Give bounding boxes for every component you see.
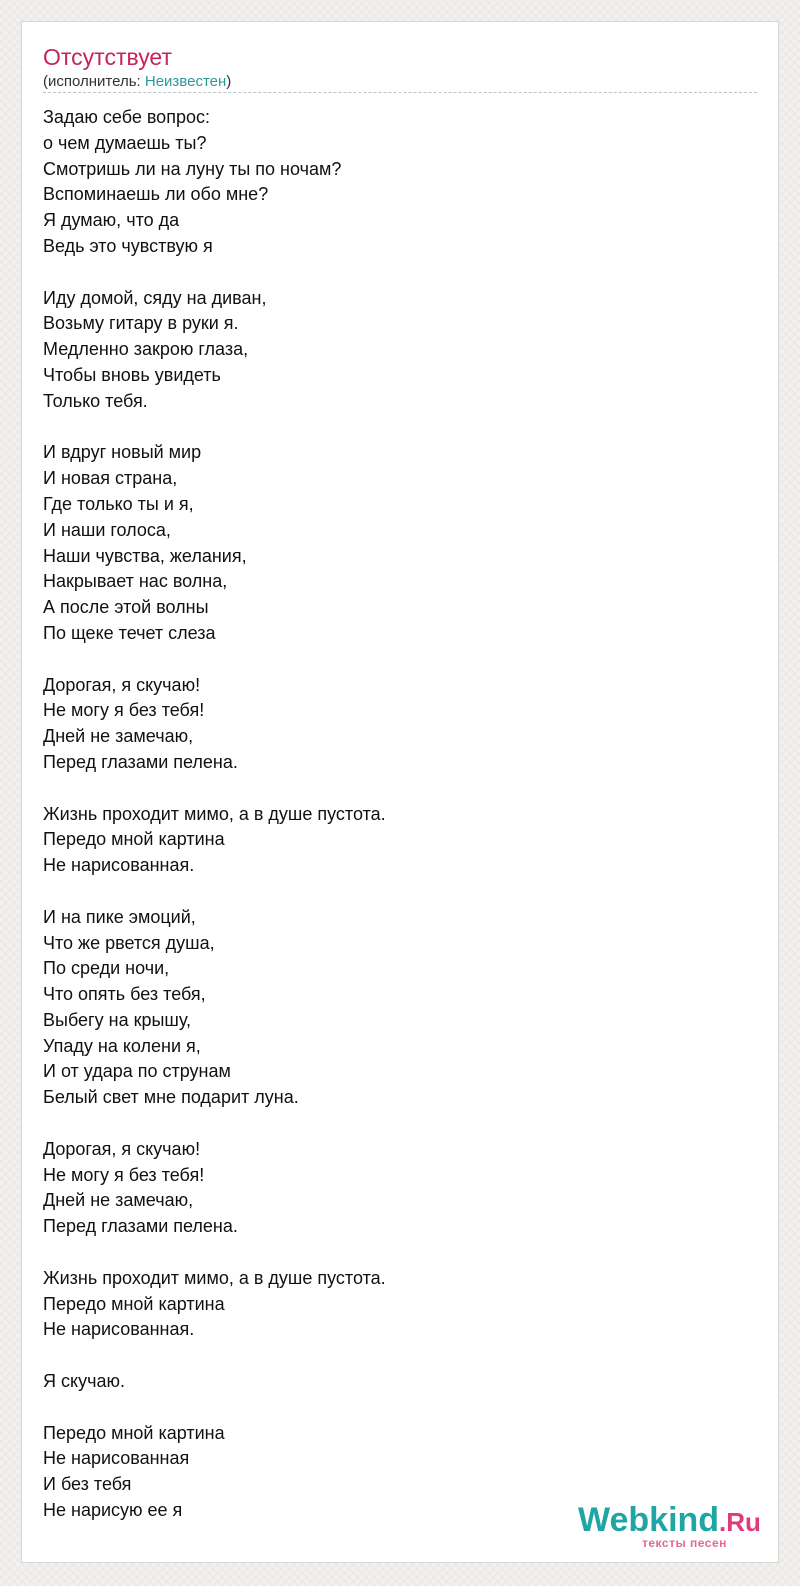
logo-tagline: тексты песен [642,1536,727,1550]
lyric-line: И вдруг новый мир [43,442,202,463]
lyric-line: Я думаю, что да [43,210,180,231]
webkind-logo[interactable] [578,1500,778,1560]
lyric-line [43,1343,743,1369]
lyric-line: Где только ты и я, [43,493,194,514]
lyric-line: Перед глазами пелена. [43,1216,238,1237]
lyric-line: Передо мной картина [43,829,225,850]
lyric-line: Чтобы вновь увидеть [43,364,221,385]
lyric-line: Не нарисованная. [43,1319,195,1340]
lyric-line [43,776,743,802]
lyric-line [43,1240,743,1266]
lyric-line: Не могу я без тебя! [43,1164,205,1185]
artist-link[interactable]: Неизвестен [144,73,227,90]
lyric-line [43,647,743,673]
lyric-line: Жизнь проходит мимо, а в душе пустота. [43,803,386,824]
lyric-line: Только тебя. [43,390,148,411]
lyric-line: А после этой волны [43,597,209,618]
lyric-line: Дорогая, я скучаю! [43,674,201,695]
lyric-line: По щеке течет слеза [43,622,216,643]
lyric-line: Возьму гитару в руки я. [43,313,239,334]
logo-tld: .Ru [719,1507,761,1537]
lyric-line: Дорогая, я скучаю! [43,1138,201,1159]
lyric-line: Передо мной картина [43,1422,225,1443]
dashed-divider [43,92,757,93]
song-title: Отсутствует [43,44,172,70]
lyric-line [43,415,743,441]
lyric-line: Я скучаю. [43,1371,125,1392]
lyric-line: Наши чувства, желания, [43,545,247,566]
lyric-line [43,260,743,286]
lyric-line: И без тебя [43,1474,132,1495]
lyric-line [43,1395,743,1421]
logo-word: Webkind [578,1501,720,1539]
artist-line [43,72,231,92]
lyric-line: Не нарисую ее я [43,1500,183,1521]
lyric-line: Ведь это чувствую я [43,235,213,256]
lyrics-card [21,21,779,1563]
lyric-line: о чем думаешь ты? [43,132,207,153]
lyric-line: Медленно закрою глаза, [43,339,249,360]
lyric-line: Выбегу на крышу, [43,1009,192,1030]
lyrics-text [43,105,743,1524]
artist-prefix: (исполнитель: [43,73,145,90]
lyric-line: Что же рвется душа, [43,932,215,953]
lyric-line: Не нарисованная [43,1448,190,1469]
lyric-line: Дней не замечаю, [43,726,194,747]
lyric-line [43,1111,743,1137]
lyric-line: Жизнь проходит мимо, а в душе пустота. [43,1267,386,1288]
lyric-line: Что опять без тебя, [43,984,206,1005]
lyric-line: Дней не замечаю, [43,1190,194,1211]
artist-suffix: ) [226,73,232,90]
lyric-line: Не нарисованная. [43,855,195,876]
lyric-line: Задаю себе вопрос: [43,107,210,127]
lyric-line: По среди ночи, [43,958,170,979]
lyric-line: Иду домой, сяду на диван, [43,287,267,308]
lyric-line: Перед глазами пелена. [43,751,238,772]
lyric-line: И новая страна, [43,468,178,489]
lyric-line: Передо мной картина [43,1293,225,1314]
lyric-line: И наши голоса, [43,519,171,540]
lyric-line: Упаду на колени я, [43,1035,201,1056]
lyric-line: Не могу я без тебя! [43,700,205,721]
lyric-line: Смотришь ли на луну ты по ночам? [43,158,342,179]
lyric-line: Вспоминаешь ли обо мне? [43,184,269,205]
lyric-line [43,879,743,905]
lyric-line: Накрывает нас волна, [43,571,228,592]
lyric-line: Белый свет мне подарит луна. [43,1087,299,1108]
lyric-line: И на пике эмоций, [43,906,196,927]
lyric-line: И от удара по струнам [43,1061,231,1082]
